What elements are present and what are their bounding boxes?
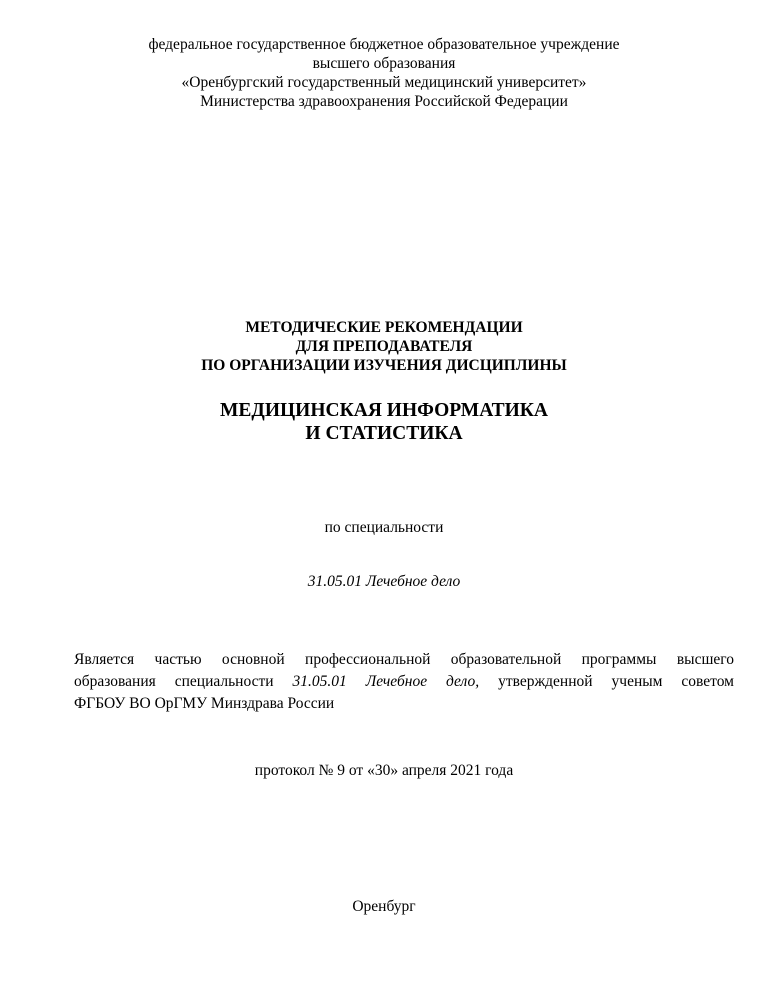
header-line-2: высшего образования <box>312 55 456 72</box>
title-line-2: ДЛЯ ПРЕПОДАВАТЕЛЯ <box>295 338 473 355</box>
program-row-2 <box>74 671 734 693</box>
document-title <box>0 318 768 375</box>
specialty-code: 31.05.01 Лечебное дело <box>307 573 461 590</box>
program-row-2-end: утвержденной ученым советом <box>479 673 734 690</box>
program-paragraph <box>74 649 734 715</box>
title-line-3: ПО ОРГАНИЗАЦИИ ИЗУЧЕНИЯ ДИСЦИПЛИНЫ <box>201 357 567 374</box>
institution-header <box>0 35 768 111</box>
title-line-1: МЕТОДИЧЕСКИЕ РЕКОМЕНДАЦИИ <box>245 319 523 336</box>
city-name: Оренбург <box>352 898 416 915</box>
header-line-4: Министерства здравоохранения Российской Федерации <box>200 93 568 110</box>
program-specialty-italic: 31.05.01 Лечебное дело, <box>292 673 480 690</box>
discipline-line-1: МЕДИЦИНСКАЯ ИНФОРМАТИКА <box>220 400 548 421</box>
header-line-3: «Оренбургский государственный медицинский университет» <box>181 74 587 91</box>
specialty-label: по специальности <box>324 519 444 536</box>
discipline-line-2: И СТАТИСТИКА <box>305 423 463 444</box>
program-row-2-start: образования специальности <box>74 673 293 690</box>
discipline-title <box>0 399 768 445</box>
program-row-1: Является частью основной профессиональной образовательной программы высшего <box>74 651 734 668</box>
program-row-3: ФГБОУ ВО ОрГМУ Минздрава России <box>74 695 335 712</box>
header-line-1: федеральное государственное бюджетное образовательное учреждение <box>148 36 620 53</box>
protocol-line: протокол № 9 от «30» апреля 2021 года <box>254 762 514 779</box>
